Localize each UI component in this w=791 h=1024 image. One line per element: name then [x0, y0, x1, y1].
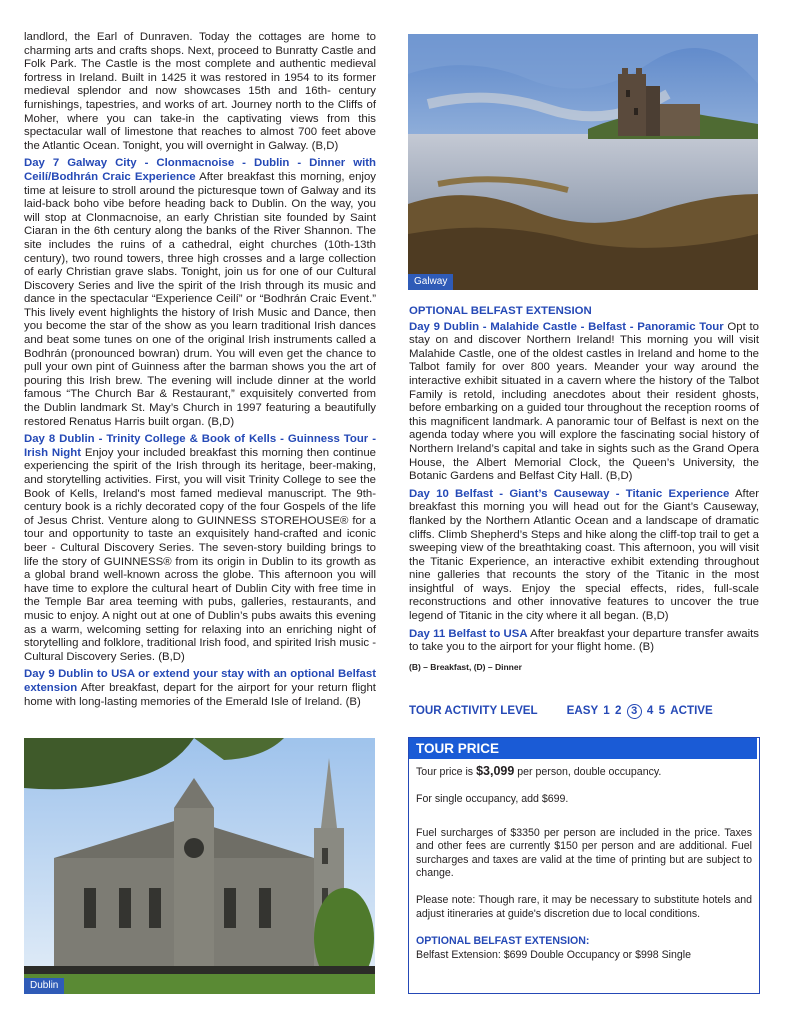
ext-day9-title: Day 9 Dublin - Malahide Castle - Belfast - Panoramic Tour: [409, 320, 724, 333]
price-suffix: per person, double occupancy.: [517, 766, 662, 778]
activity-level-4: 4: [646, 704, 654, 717]
ext-day10-title: Day 10 Belfast - Giant’s Causeway - Titanic Experience: [409, 487, 730, 500]
ext-day11-body: After breakfast your departure transfer awaits to take you to the airport for your flight home. (B): [409, 627, 759, 654]
tour-price-body: [409, 759, 759, 962]
activity-scale: [567, 704, 713, 717]
tour-price-line: [416, 765, 752, 779]
ext-day10-body: After breakfast this morning you will head out for the Giant’s Causeway, flanked by the Northern Atlantic Ocean and a landscape of dramatic cliffs. Climb Shepherd’s Steps and hike along the cliff-top trail to get a sweeping view of the breathtaking coast. This afternoon, you will visit the Titanic Experience, an interactive exhibit extending throughout nine galleries that recounts the story of the Titanic in the most insightful of ways. Enjoy the special effects, rides, full-scale reconstructions and other innovative features to uncover the true legend of Titanic in the city where it all began. (B,D): [409, 487, 759, 623]
ext-day9-body: Opt to stay on and discover Northern Ireland! This morning you will visit Malahide Castle, one of the oldest castles in Ireland and home to the Talbot family for over 800 years. Meander your way around the interactive exhibit situated in a cavern where the history of the Talbot Family is retold, including anecdotes about their resident ghosts, before embarking on a guided tour throughout the reception rooms of this magnificent landmark. A panoramic tour of Belfast is next on the agenda today where you will explore the fascinating social history of Northern Ireland’s capital and take in sights such as the Grand Opera House, the Albert Memorial Clock, the Queen’s University, the Botanic Gardens and Belfast City Hall. (B,D): [409, 320, 759, 483]
intro-paragraph: landlord, the Earl of Dunraven. Today the cottages are home to charming arts and crafts shops. Next, proceed to Bunratty Castle and Folk Park. The Castle is the most complete and authentic medieval fortress in Ireland. Built in 1425 it was restored in 1954 to its former medieval splendor and now showcases 15th and 16th- century furnishings, tapestries, and works of art. Journey north to the Cliffs of Moher, where you can take-in the captivating views from this spectacular wall of limestone that reaches to almost 700 feet above the Atlantic Ocean. Tonight, you will overnight in Galway. (B,D): [24, 31, 376, 152]
tour-activity-level: [409, 704, 759, 719]
activity-level-1: 1: [603, 704, 610, 717]
itinerary-right-column: [409, 305, 759, 674]
activity-level-2: 2: [614, 704, 622, 717]
belfast-extension-heading: OPTIONAL BELFAST EXTENSION: [409, 305, 592, 317]
day8-paragraph: [24, 433, 376, 664]
single-occupancy-line: For single occupancy, add $699.: [416, 793, 569, 806]
dublin-caption: Dublin: [24, 978, 64, 994]
meal-key: (B) – Breakfast, (D) – Dinner: [409, 661, 522, 672]
fuel-surcharge-text: Fuel surcharges of $3350 per person are included in the price. Taxes and other fees are currently $150 per person and are additional. Fuel surcharges and taxes are valid at the time of printing but are subject to change.: [416, 826, 752, 880]
day9-paragraph: [24, 668, 376, 709]
ext-day11-paragraph: [409, 628, 759, 655]
price-extension-heading: OPTIONAL BELFAST EXTENSION:: [416, 935, 590, 948]
activity-easy-label: EASY: [566, 704, 599, 717]
tour-price-box: [408, 737, 760, 994]
ext-day10-paragraph: [409, 488, 759, 624]
price-prefix: Tour price is: [416, 766, 474, 778]
price-extension-text: Belfast Extension: $699 Double Occupancy or $998 Single: [416, 948, 692, 961]
day8-body: Enjoy your included breakfast this morning then continue experiencing the spirit of the Irish through its heritage, beer-making, and storytelling activities. First, you will visit Trinity College to see the Book of Kells, Ireland's most famed medieval manuscript. The 9th-century book is a richly decorated copy of the four Gospels of the life of Jesus Christ. Venture along to GUINNESS STOREHOUSE® for a tour and opportunity to taste an exquisitely hand-crafted and iconic beer - Cultural Discovery Series. The seven-story building brings to life the story of GUINNESS® from its origin in Dublin to its growth as a global brand well-known across the globe. This afternoon you will have time to explore the cultural heart of Dublin City with free time in the Temple Bar area teeming with pubs, galleries, restaurants, and music to enjoy. A night out at one of Dublin’s pubs awaits this evening as a warm, welcoming setting for relaxing into an enriching night of storytelling and folklore, traditional Irish food, and spirited Irish music - Cultural Discovery Series. (B,D): [24, 446, 377, 663]
dublin-cathedral-photo: [24, 738, 375, 994]
galway-castle-photo: [408, 34, 758, 290]
day9-body: After breakfast, depart for the airport for your return flight home with long-lasting memories of the Emerald Isle of Ireland. (B): [24, 681, 376, 708]
day7-title: Day 7 Galway City - Clonmacnoise - Dublin - Dinner with Ceilí/Bodhrán Craic Experience: [24, 157, 376, 183]
price-amount: $3,099: [476, 764, 515, 778]
itinerary-left-column: [24, 31, 376, 713]
day9-title: Day 9 Dublin to USA or extend your stay with an optional Belfast extension: [24, 668, 376, 694]
activity-active-label: ACTIVE: [670, 704, 713, 717]
day7-body: After breakfast this morning, enjoy time at leisure to stroll around the picturesque town of Galway and its laid-back boho vibe before heading back to Dublin. On the way, you will stop at Clonmacnoise, an early Christian site founded by Saint Ciaran in the 6th century along the banks of the River Shannon. The site includes the ruins of a cathedral, eight churches (10th-13th century), two round towers, three high crosses and a large collection of early Christian grave slabs. Tonight, join us for one of our Cultural Discovery Series and live the spirit of the Irish through its music and dance in the spectacular “Experience Ceilí” or “Bodhrán Craic Event.” This lively event highlights the history of Irish Music and Dance, then you become the star of the show as you learn traditional Irish dances and beat some tunes on one of the original Irish instruments called a Bodhrán (pronounced bowran) drum. You will even get the chance to pull your own pint of Guinness after the barman shows you the art of pouring this Irish brew. The evening will include dinner at the world famous “The Church Bar & Restaurant,” exquisitely converted from the Dublin landmark St. May’s Church in 1997 featuring a beautifully restored Renatus Harris built organ. (B,D): [24, 170, 376, 428]
activity-level-5: 5: [658, 704, 666, 717]
tour-price-heading: TOUR PRICE: [409, 738, 757, 759]
day7-paragraph: [24, 157, 376, 429]
activity-level-label: TOUR ACTIVITY LEVEL: [409, 704, 538, 717]
ext-day11-title: Day 11 Belfast to USA: [409, 627, 528, 640]
galway-caption: Galway: [408, 274, 453, 290]
activity-level-3-selected: 3: [627, 704, 642, 719]
ext-day9-paragraph: [409, 321, 759, 484]
day8-title: Day 8 Dublin - Trinity College & Book of Kells - Guinness Tour - Irish Night: [24, 433, 376, 459]
please-note-text: Please note: Though rare, it may be necessary to substitute hotels and adjust itineraries at guide's discretion due to local conditions.: [416, 894, 752, 920]
